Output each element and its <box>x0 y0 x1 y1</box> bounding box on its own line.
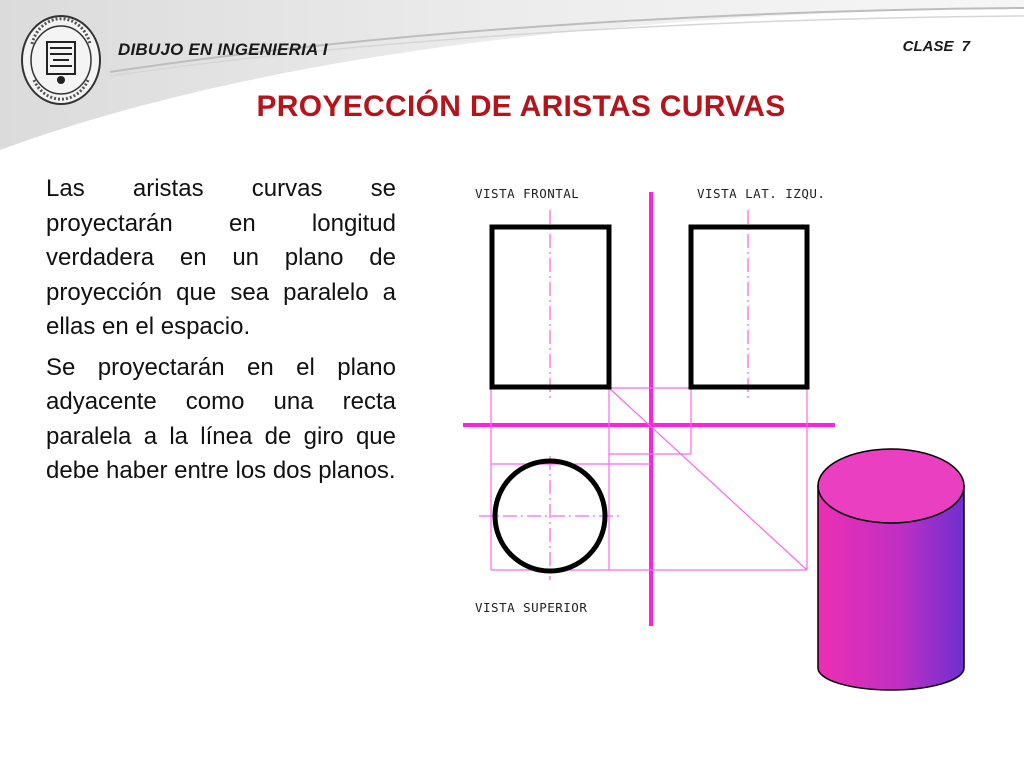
front-view-label: VISTA FRONTAL <box>475 186 580 201</box>
slide-body <box>46 172 396 495</box>
course-name: DIBUJO EN INGENIERIA I <box>118 40 328 59</box>
top-view-label: VISTA SUPERIOR <box>475 600 588 615</box>
cylinder-illustration <box>818 449 964 690</box>
slide-title: PROYECCIÓN DE ARISTAS CURVAS <box>256 90 786 123</box>
header-background <box>0 0 1024 150</box>
paragraph-2: Se proyectarán en el plano adyacente como una recta paralela a la línea de giro que debe haber entre los dos planos. <box>46 353 396 484</box>
class-number: CLASE 7 <box>902 38 970 55</box>
side-view-label: VISTA LAT. IZQU. <box>697 186 826 201</box>
projection-drawing <box>455 170 985 700</box>
paragraph-1: Las aristas curvas se proyectarán en longitud verdadera en un plano de proyección que sea paralelo a ellas en el espacio. <box>46 175 396 340</box>
